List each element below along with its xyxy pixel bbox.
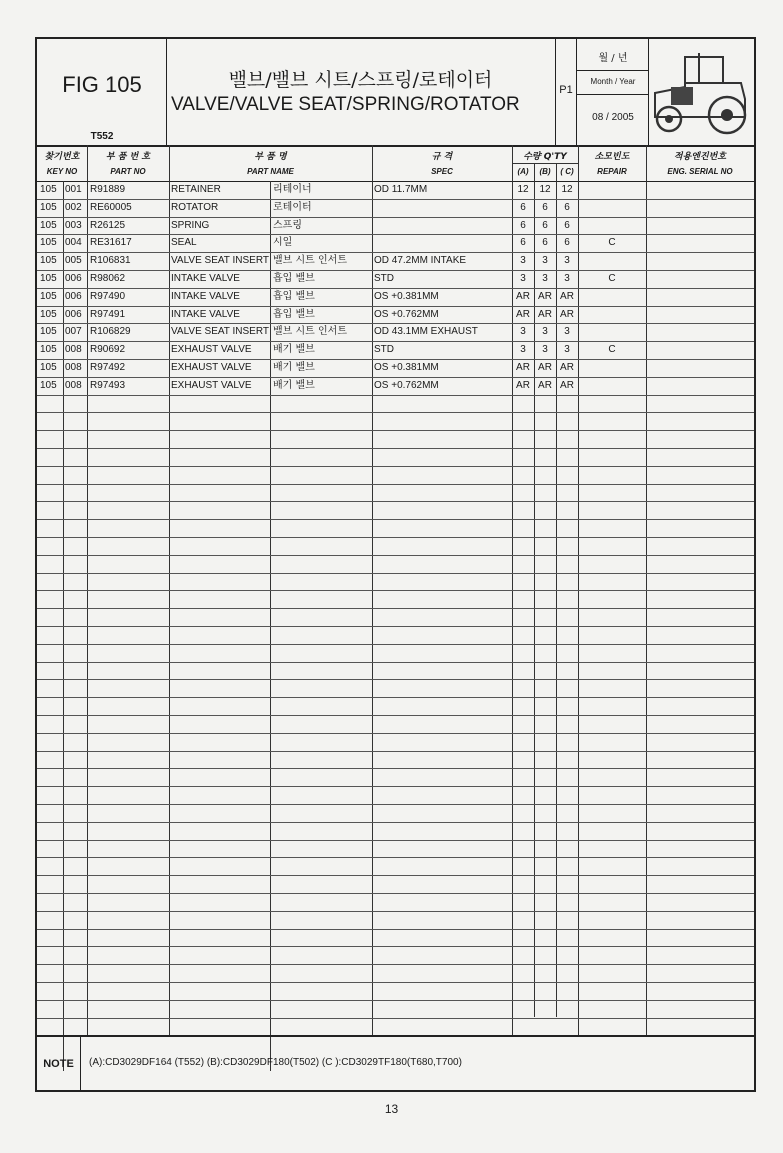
cell-name-en: SPRING (171, 219, 210, 231)
cell-a: 3 (520, 344, 526, 356)
cell-key: 008 (65, 362, 82, 373)
cell-fig: 105 (40, 201, 57, 213)
cell-part-no: R106831 (90, 255, 131, 267)
cell-fig: 105 (40, 184, 57, 195)
cell-name-ko: 시일 (273, 237, 293, 249)
cell-part-no: RE60005 (90, 201, 132, 213)
cell-b: 6 (542, 237, 548, 249)
cell-spec: OS +0.381MM (374, 290, 439, 302)
table-row (37, 359, 754, 378)
cell-key: 005 (65, 255, 82, 267)
cell-spec: OS +0.762MM (374, 379, 439, 391)
cell-spec: OD 11.7MM (374, 184, 428, 195)
cell-fig: 105 (40, 219, 57, 231)
cell-name-ko: 흡입 밸브 (273, 290, 315, 302)
cell-spec: OD 43.1MM EXHAUST (374, 326, 478, 338)
table-row (37, 412, 754, 431)
cell-b: 12 (539, 184, 551, 195)
cell-name-ko: 로테이터 (273, 201, 312, 213)
cell-name-en: ROTATOR (171, 201, 219, 213)
cell-key: 008 (65, 344, 82, 356)
repair-header-ko: 소모빈도 (594, 152, 630, 162)
cell-fig: 105 (40, 237, 57, 249)
table-row (37, 1000, 754, 1019)
table-row (37, 626, 754, 645)
cell-part-no: R97490 (90, 290, 126, 302)
serial-header-ko: 적용엔진번호 (673, 152, 727, 162)
cell-part-no: R106829 (90, 326, 131, 338)
fig-box (37, 39, 167, 145)
cell-fig: 105 (40, 344, 57, 356)
cell-name-en: EXHAUST VALVE (171, 362, 252, 373)
qty-c-header: ( C) (560, 167, 574, 176)
date-box (577, 39, 649, 145)
cell-a: 12 (517, 184, 529, 195)
cell-c: 3 (564, 344, 570, 356)
page-box (556, 39, 577, 145)
cell-key: 004 (65, 237, 82, 249)
table-row (37, 608, 754, 627)
serial-header: ENG. SERIAL NO (667, 167, 733, 176)
table-row (37, 786, 754, 805)
table-row (37, 875, 754, 894)
cell-key: 006 (65, 290, 82, 302)
cell-name-en: RETAINER (171, 184, 221, 195)
cell-part-no: RE31617 (90, 237, 132, 249)
cell-c: 3 (564, 326, 570, 338)
part-name-header-ko: 부 품 명 (254, 152, 287, 162)
table-row (37, 804, 754, 823)
cell-c: AR (560, 379, 574, 391)
date-label-english: Month / Year (590, 77, 636, 86)
cell-fig: 105 (40, 326, 57, 338)
table-row (37, 715, 754, 734)
cell-name-ko: 배기 밸브 (273, 362, 315, 373)
cell-name-ko: 밸브 시트 인서트 (273, 255, 347, 267)
sheet-header (37, 39, 754, 147)
cell-b: 3 (542, 255, 548, 267)
spec-header-ko: 규 격 (431, 152, 453, 162)
cell-c: 3 (564, 255, 570, 267)
table-row (37, 341, 754, 360)
cell-fig: 105 (40, 255, 57, 267)
cell-name-ko: 스프링 (273, 219, 302, 231)
table-row (37, 751, 754, 770)
table-row (37, 395, 754, 414)
table-row (37, 306, 754, 325)
cell-name-en: INTAKE VALVE (171, 273, 240, 284)
cell-c: AR (560, 362, 574, 373)
page-number: 13 (384, 1102, 399, 1116)
table-row (37, 501, 754, 520)
cell-name-ko: 밸브 시트 인서트 (273, 326, 347, 338)
cell-a: 6 (520, 237, 526, 249)
cell-name-en: SEAL (171, 237, 197, 249)
table-row (37, 573, 754, 592)
repair-header: REPAIR (597, 167, 627, 176)
cell-name-ko: 배기 밸브 (273, 379, 315, 391)
cell-part-no: R91889 (90, 184, 126, 195)
table-row (37, 679, 754, 698)
cell-c: 6 (564, 201, 570, 213)
key-no-header-ko: 찾기번호 (44, 152, 80, 162)
table-row (37, 519, 754, 538)
note-box (37, 1035, 754, 1092)
cell-key: 002 (65, 201, 82, 213)
cell-repair: C (608, 237, 616, 249)
cell-fig: 105 (40, 290, 57, 302)
cell-key: 006 (65, 273, 82, 284)
table-row (37, 893, 754, 912)
cell-a: AR (516, 362, 530, 373)
table-row (37, 982, 754, 1001)
cell-a: 3 (520, 326, 526, 338)
table-row (37, 217, 754, 236)
cell-name-en: INTAKE VALVE (171, 290, 240, 302)
table-row (37, 768, 754, 787)
table-row (37, 733, 754, 752)
cell-a: AR (516, 379, 530, 391)
cell-name-ko: 배기 밸브 (273, 344, 315, 356)
table-row (37, 270, 754, 289)
cell-part-no: R26125 (90, 219, 126, 231)
cell-a: AR (516, 308, 530, 320)
cell-b: 3 (542, 326, 548, 338)
table-row (37, 644, 754, 663)
note-label: NOTE (37, 1037, 81, 1092)
table-row (37, 590, 754, 609)
cell-c: 3 (564, 273, 570, 284)
table-row (37, 555, 754, 574)
cell-c: 6 (564, 219, 570, 231)
cell-spec: OD 47.2MM INTAKE (374, 255, 467, 267)
cell-part-no: R97493 (90, 379, 126, 391)
table-row (37, 466, 754, 485)
table-row (37, 234, 754, 253)
cell-b: AR (538, 362, 552, 373)
cell-part-no: R98062 (90, 273, 126, 284)
fig-number: FIG 105 (62, 72, 142, 97)
date-label-korean: 월 / 년 (598, 53, 628, 64)
cell-name-ko: 흡입 밸브 (273, 308, 315, 320)
cell-key: 006 (65, 308, 82, 320)
table-row (37, 840, 754, 859)
part-no-header-ko: 부 품 번 호 (105, 152, 151, 162)
cell-name-en: VALVE SEAT INSERT (171, 326, 269, 338)
qty-b-header: (B) (539, 167, 551, 176)
title-box (167, 39, 556, 145)
parts-sheet (35, 37, 756, 1092)
table-row (37, 822, 754, 841)
cell-repair: C (608, 344, 616, 356)
cell-key: 003 (65, 219, 82, 231)
cell-b: 3 (542, 344, 548, 356)
table-row (37, 697, 754, 716)
table-row (37, 430, 754, 449)
cell-c: AR (560, 290, 574, 302)
table-row (37, 252, 754, 271)
table-row (37, 946, 754, 965)
qty-a-header: (A) (517, 167, 529, 176)
cell-b: 6 (542, 219, 548, 231)
table-row (37, 911, 754, 930)
table-row (37, 1018, 754, 1037)
part-no-header: PART NO (110, 167, 146, 176)
cell-b: AR (538, 308, 552, 320)
table-row (37, 484, 754, 503)
cell-part-no: R97491 (90, 308, 126, 320)
table-row (37, 323, 754, 342)
key-no-header: KEY NO (46, 167, 78, 176)
cell-a: 3 (520, 255, 526, 267)
cell-b: AR (538, 379, 552, 391)
cell-c: 6 (564, 237, 570, 249)
cell-name-en: EXHAUST VALVE (171, 344, 252, 356)
table-row (37, 964, 754, 983)
cell-spec: OS +0.762MM (374, 308, 439, 320)
tractor-icon (649, 39, 754, 145)
table-row (37, 929, 754, 948)
cell-key: 007 (65, 326, 82, 338)
table-row (37, 537, 754, 556)
model-code: T552 (90, 131, 114, 142)
cell-spec: OS +0.381MM (374, 362, 439, 373)
spec-header: SPEC (431, 167, 453, 176)
part-name-header: PART NAME (247, 167, 294, 176)
cell-name-en: VALVE SEAT INSERT (171, 255, 269, 267)
cell-fig: 105 (40, 273, 57, 284)
cell-key: 008 (65, 379, 82, 391)
table-row (37, 857, 754, 876)
cell-part-no: R90692 (90, 344, 126, 356)
table-row (37, 377, 754, 396)
cell-repair: C (608, 273, 616, 284)
sheet-page: P1 (559, 84, 573, 96)
table-row (37, 448, 754, 467)
cell-fig: 105 (40, 308, 57, 320)
cell-name-ko: 리테이너 (273, 184, 312, 195)
cell-a: AR (516, 290, 530, 302)
cell-c: AR (560, 308, 574, 320)
cell-b: 3 (542, 273, 548, 284)
cell-key: 001 (65, 184, 82, 195)
note-text: (A):CD3029DF164 (T552) (B):CD3029DF180(T502) (C ):CD3029TF180(T680,T700) (89, 1057, 462, 1068)
cell-fig: 105 (40, 362, 57, 373)
tractor-illustration (649, 39, 754, 145)
table-row (37, 199, 754, 218)
cell-fig: 105 (40, 379, 57, 391)
cell-a: 3 (520, 273, 526, 284)
table-row (37, 288, 754, 307)
cell-b: AR (538, 290, 552, 302)
qty-header: 수량 Q'TY (523, 152, 567, 162)
cell-c: 12 (561, 184, 573, 195)
date-value: 08 / 2005 (592, 112, 634, 123)
table-row (37, 662, 754, 681)
cell-spec: STD (374, 344, 394, 356)
cell-name-ko: 흡입 밸브 (273, 273, 315, 284)
cell-name-en: EXHAUST VALVE (171, 379, 252, 391)
title-korean: 밸브/밸브 시트/스프링/로테이터 (228, 69, 493, 91)
cell-part-no: R97492 (90, 362, 126, 373)
cell-name-en: INTAKE VALVE (171, 308, 240, 320)
cell-a: 6 (520, 219, 526, 231)
cell-a: 6 (520, 201, 526, 213)
cell-b: 6 (542, 201, 548, 213)
title-english: VALVE/VALVE SEAT/SPRING/ROTATOR (171, 94, 520, 115)
table-row (37, 181, 754, 200)
cell-spec: STD (374, 273, 394, 284)
